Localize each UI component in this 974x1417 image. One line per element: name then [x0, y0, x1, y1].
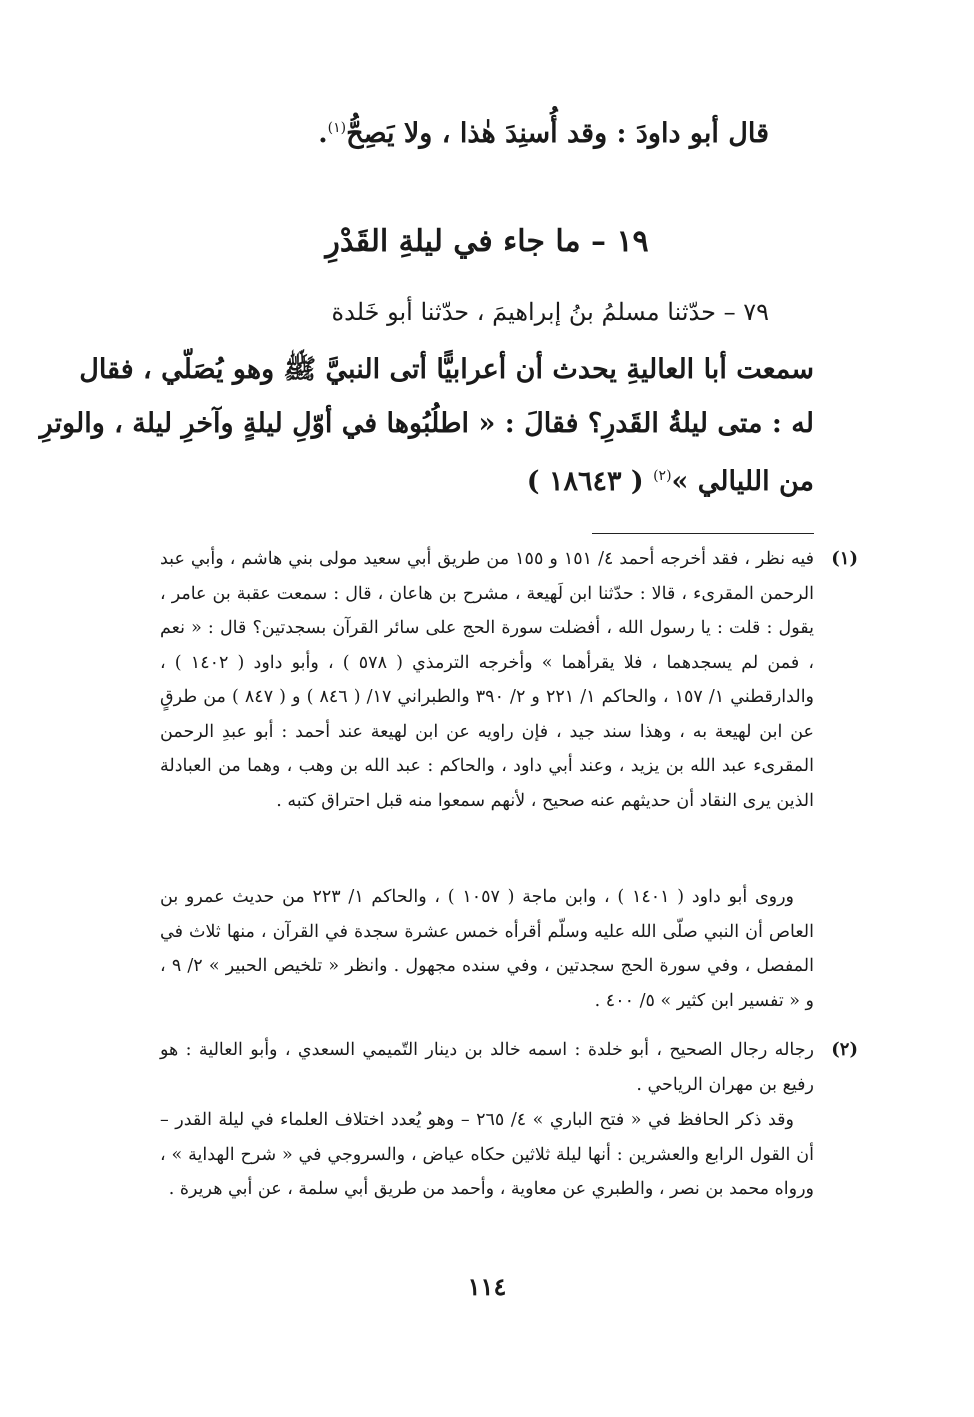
- abu-dawud-remark-text: قال أبو داودَ : وقد أُسنِدَ هٰذا ، ولا يَصِحُّ: [346, 118, 769, 149]
- page-number: ١١٤: [467, 1272, 507, 1301]
- abu-dawud-remark: [120, 118, 769, 149]
- hadith-line-3-text: من الليالي »: [671, 466, 814, 497]
- footnote-2: [160, 1033, 858, 1102]
- chapter-title: ١٩ – ما جاء في ليلةِ القَدْرِ: [325, 224, 649, 259]
- footnote-2-continuation: وقد ذكر الحافظ في « فتح الباري » ٤/ ٢٦٥ – وهو يُعدد اختلاف العلماء في ليلة القدر – أن القول الرابع والعشرين : أنها ليلة ثلاثين حكاه عياض ، والسروجي في « شرح الهداية » ، ورواه محمد بن نصر ، والطبري عن معاوية ، وأحمد من طريق أبي سلمة ، عن أبي هريرة .: [160, 1110, 814, 1199]
- hadith-number: ( ١٨٦٤٣ ): [526, 466, 644, 497]
- footnote-2-text: رجاله رجال الصحيح ، أبو خلدة : اسمه خالد بن دينار التّميمي السعدي ، وأبو العالية : هو رفيع بن مهران الرياحي .: [160, 1040, 814, 1095]
- footnote-1-text: فيه نظر ، فقد أخرجه أحمد ٤/ ١٥١ و ١٥٥ من طريق أبي سعيد مولى بني هاشم ، وأبي عبد الرحمن المقرىء ، قالا : حدّثنا ابن لَهيعة ، مشرح بن هاعان ، قال : سمعت عقبة بن عامر ، يقول : قلت : يا رسول الله ، أفضلت سورة الحج على سائر القرآن بسجدتين؟ قال : « نعم ، فمن لم يسجدهما ، فلا يقرأهما » وأخرجه الترمذي ( ٥٧٨ ) ، وأبو داود ( ١٤٠٢ ) ، والدارقطني ١/ ١٥٧ ، والحاكم ١/ ٢٢١ و ٢/ ٣٩٠ والطبراني ١٧/ ( ٨٤٦ ) و ( ٨٤٧ ) من طرقٍ عن ابن لهيعة به ، وهذا سند جيد ، فإن راويه عن ابن لهيعة عند أحمد : أبو عبدِ الرحمن المقرىء عبد الله بن يزيد ، وعند أبي داود ، والحاكم : عبد الله بن وهب ، وهما من العبادلة الذين يرى النقاد أن حديثهم عنه صحيح ، لأنهم سمعوا منه قبل احتراق كتبه .: [160, 549, 815, 811]
- footnote-ref-2: (٢): [653, 468, 672, 484]
- footnote-1-continuation: وروى أبو داود ( ١٤٠١ ) ، وابن ماجة ( ١٠٥٧ ) ، والحاكم ١/ ٢٢٣ من حديث عمرو بن العاص أن النبي صلّى الله عليه وسلّم أقرأه خمس عشرة سجدة في القرآن ، منها ثلاث في المفصل ، وفي سورة الحج سجدتين ، وفي سنده مجهول . وانظر « تلخيص الحبير » ٢/ ٩ ، و « تفسير ابن كثير » ٥/ ٤٠٠ .: [160, 887, 814, 1011]
- footnote-divider: [592, 533, 814, 534]
- abu-dawud-remark-end: .: [318, 118, 328, 149]
- footnote-1-number: (١): [831, 548, 858, 569]
- hadith-line-2: له : متى ليلةُ القَدرِ؟ فقالَ : « اطلُبُوها في أوّلِ ليلةٍ وآخرِ ليلة ، والوترِ: [39, 408, 814, 439]
- footnote-ref-1: (١): [327, 120, 347, 136]
- footnote-1: [160, 542, 858, 818]
- hadith-line-3: [160, 466, 814, 497]
- hadith-intro: ٧٩ – حدّثنا مسلمُ بنُ إبراهيمَ ، حدّثنا أبو خَلدة: [331, 298, 769, 326]
- footnote-2-number: (٢): [831, 1039, 858, 1060]
- hadith-line-1: سمعت أبا العاليةِ يحدث أن أعرابيًّا أتى النبيَّ ﷺ وهو يُصَلّي ، فقال: [79, 354, 814, 385]
